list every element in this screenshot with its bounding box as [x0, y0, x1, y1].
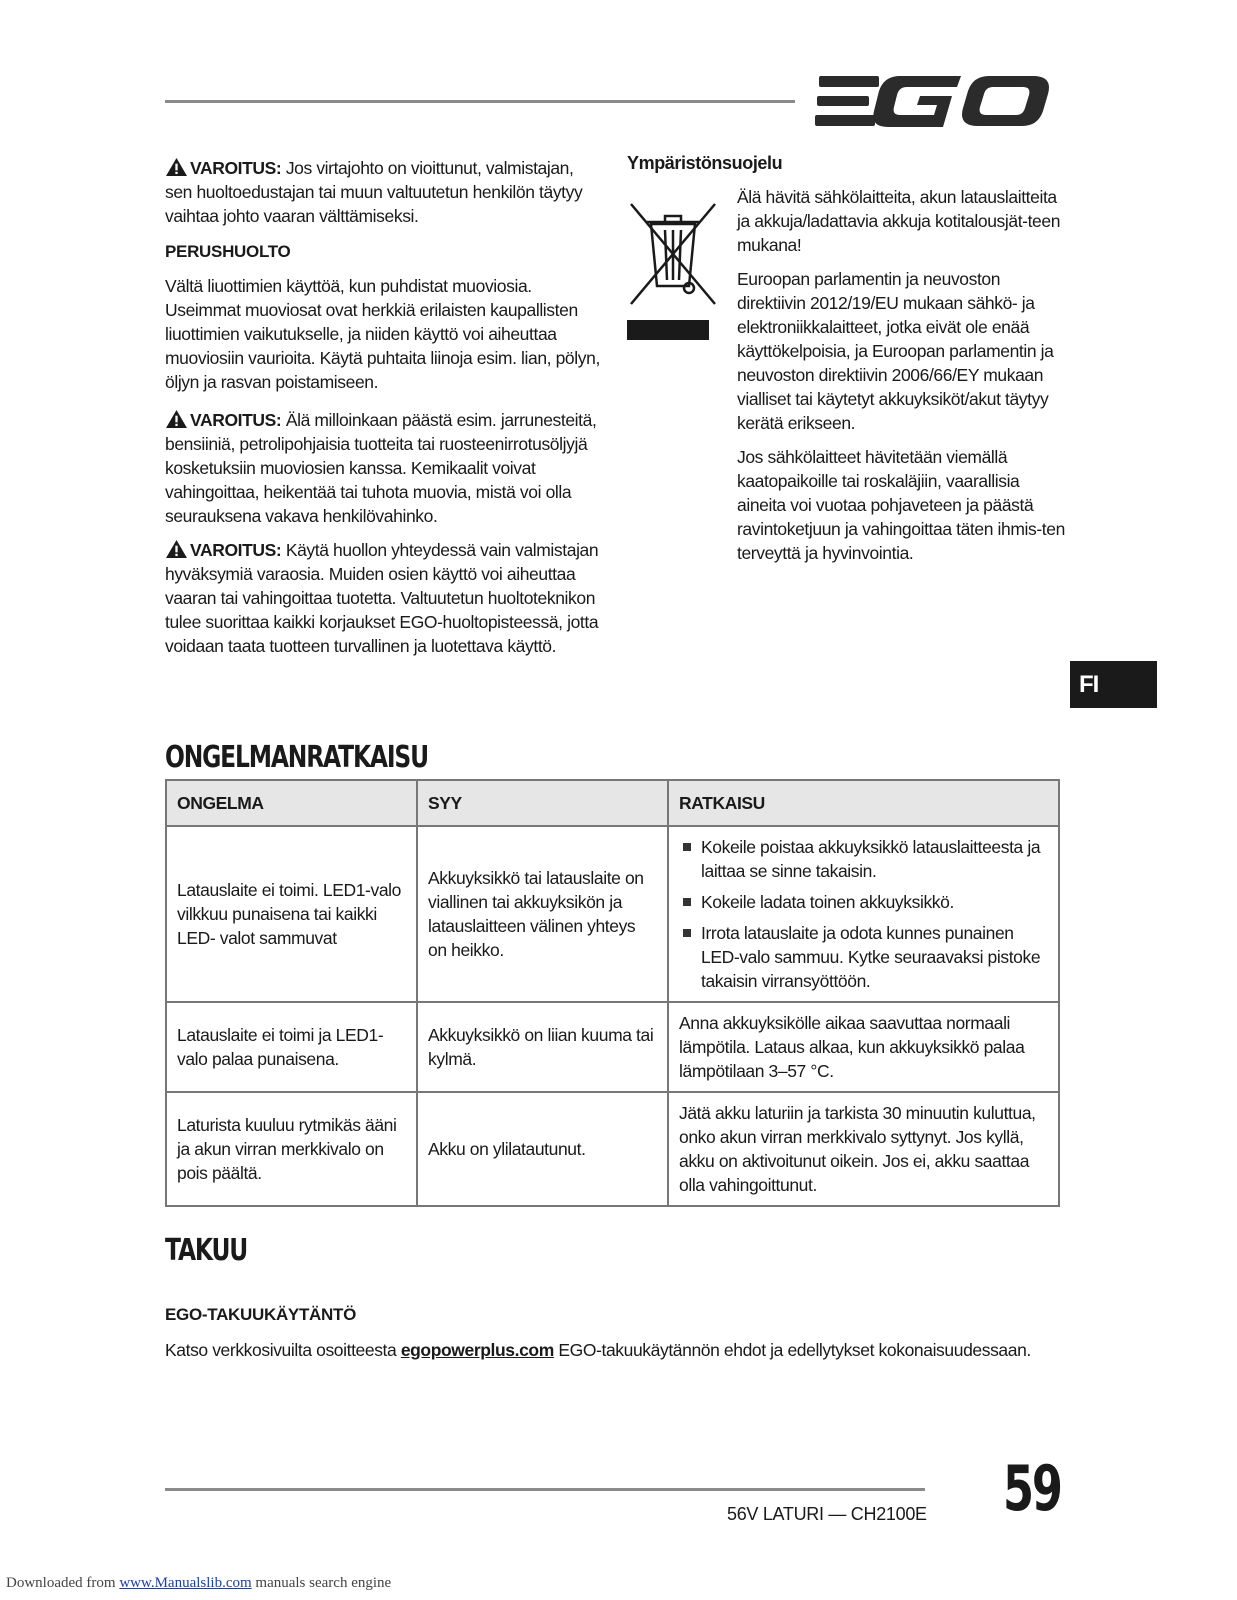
ego-logo [815, 72, 1055, 130]
warning-label: VAROITUS: [190, 158, 282, 178]
footer-product: 56V LATURI — CH2100E [727, 1504, 927, 1524]
download-prefix: Downloaded from [6, 1575, 120, 1591]
solution-item: Irrota latauslaite ja odota kunnes punainen LED-valo sammuu. Kytke seuraavaksi pistoke takaisin virransyöttöön. [679, 921, 1048, 993]
warning-text: Älä milloinkaan päästä esim. jarrunesteitä, bensiiniä, petrolipohjaisia tuotteita tai ruosteenirrotusöljyjä kosketuksiin muoviosien kanssa. Kemikaalit voivat vahingoittaa, heikentää tai tuhota muovia, mistä voi olla seurauksena vakava henkilövahinko. [165, 410, 597, 526]
warning-text: Käytä huollon yhteydessä vain valmistajan hyväksymiä varaosia. Muiden osien käyttö voi aiheuttaa vaaran tai vahingoittaa tuotetta. Valtuutetun huoltoteknikon tulee suorittaa kaikki korjaukset EGO-huoltopisteessä, jotta voidaan taata tuotteen turvallinen ja luotettava käyttö. [165, 540, 599, 656]
header-rule [165, 100, 795, 103]
warning-cord [165, 156, 600, 228]
warranty-subheading: EGO-TAKUUKÄYTÄNTÖ [165, 1305, 357, 1324]
solution-cell: Anna akkuyksikölle aikaa saavuttaa normaali lämpötila. Lataus alkaa, kun akkuyksikkö palaa lämpötilaan 3–57 °C. [668, 1002, 1059, 1092]
problem-cell: Laturista kuuluu rytmikäs ääni ja akun virran merkkivalo on pois päältä. [166, 1092, 417, 1206]
environment-heading: Ympäristönsuojelu [627, 153, 783, 173]
page-number: 59 [1003, 1452, 1061, 1525]
warranty-text [165, 1338, 1031, 1362]
warning-triangle-icon [165, 539, 188, 559]
warning-label: VAROITUS: [190, 540, 282, 560]
env-paragraph-3: Jos sähkölaitteet hävitetään viemällä kaatopaikoille tai roskaläjiin, vaarallisia aineita voi vuotaa pohjaveteen ja päästä ravintoketjuun ja vahingoittaa täten ihmis-ten terveyttä ja hyvinvointia. [737, 447, 1065, 563]
solution-item: Kokeile poistaa akkuyksikkö latauslaitteesta ja laittaa se sinne takaisin. [679, 835, 1048, 883]
language-tab: FI [1070, 661, 1157, 708]
header-cause: SYY [417, 780, 668, 826]
right-column [737, 185, 1067, 575]
table-header-row [166, 780, 1059, 826]
download-notice [6, 1575, 391, 1592]
solution-item: Kokeile ladata toinen akkuyksikkö. [679, 890, 1048, 914]
troubleshooting-title: ONGELMANRATKAISU [165, 740, 428, 775]
warranty-text-after: EGO-takuukäytännön ehdot ja edellytykset kokonaisuudessaan. [553, 1340, 1031, 1360]
egopowerplus-link[interactable]: egopowerplus.com [400, 1340, 554, 1360]
warning-parts [165, 538, 600, 658]
warning-text: Jos virtajohto on vioittunut, valmistajan, sen huoltoedustajan tai muun valtuutetun henkilön täytyy vaihtaa johto vaaran välttämiseksi. [165, 158, 583, 226]
warning-triangle-icon [165, 157, 188, 177]
download-suffix: manuals search engine [251, 1575, 392, 1591]
warning-chemicals [165, 408, 600, 528]
crossed-bin-icon [623, 196, 723, 344]
problem-cell: Latauslaite ei toimi. LED1-valo vilkkuu punaisena tai kaikki LED- valot sammuvat [166, 826, 417, 1002]
maintenance-heading: PERUSHUOLTO [165, 242, 291, 261]
solution-cell: Jätä akku laturiin ja tarkista 30 minuutin kuluttua, onko akun virran merkkivalo syttynyt. Jos kyllä, akku on aktivoitunut oikein. Jos ei, akku saattaa olla vahingoittunut. [668, 1092, 1059, 1206]
maintenance-text: Vältä liuottimien käyttöä, kun puhdistat muoviosia. Useimmat muoviosat ovat herkkiä erilaisten kaupallisten liuottimien vaikutukselle, ja niiden käyttö voi aiheuttaa muoviosiin vaurioita. Käytä puhtaita liinoja esim. lian, pölyn, öljyn ja rasvan poistamiseen. [165, 276, 600, 392]
table-row [166, 826, 1059, 1002]
manualslib-link[interactable]: www.Manualslib.com [119, 1575, 252, 1591]
warranty-text-before: Katso verkkosivuilta osoitteesta [165, 1340, 401, 1360]
warning-label: VAROITUS: [190, 410, 282, 430]
header-solution: RATKAISU [668, 780, 1059, 826]
cause-cell: Akkuyksikkö tai latauslaite on viallinen tai akkuyksikön ja latauslaitteen välinen yhteys on heikko. [417, 826, 668, 1002]
header-problem: ONGELMA [166, 780, 417, 826]
troubleshooting-table [165, 779, 1060, 1207]
env-paragraph-2: Euroopan parlamentin ja neuvoston direktiivin 2012/19/EU mukaan sähkö- ja elektroniikkalaitteet, jotka eivät ole enää käyttökelpoisia, ja Euroopan parlamentin ja neuvoston direktiivin 2006/66/EY mukaan vialliset tai käytetyt akkuyksiköt/akut täytyy kerätä erikseen. [737, 269, 1054, 433]
footer-rule [165, 1488, 925, 1491]
env-paragraph-1: Älä hävitä sähkölaitteita, akun latauslaitteita ja akkuja/ladattavia akkuja kotitalousjät-teen mukana! [737, 187, 1061, 255]
solution-cell [668, 826, 1059, 1002]
table-row [166, 1092, 1059, 1206]
table-row [166, 1002, 1059, 1092]
problem-cell: Latauslaite ei toimi ja LED1-valo palaa punaisena. [166, 1002, 417, 1092]
solution-list [679, 835, 1048, 993]
cause-cell: Akku on ylilatautunut. [417, 1092, 668, 1206]
warranty-title: TAKUU [165, 1233, 248, 1268]
left-column [165, 156, 600, 668]
warning-triangle-icon [165, 409, 188, 429]
cause-cell: Akkuyksikkö on liian kuuma tai kylmä. [417, 1002, 668, 1092]
